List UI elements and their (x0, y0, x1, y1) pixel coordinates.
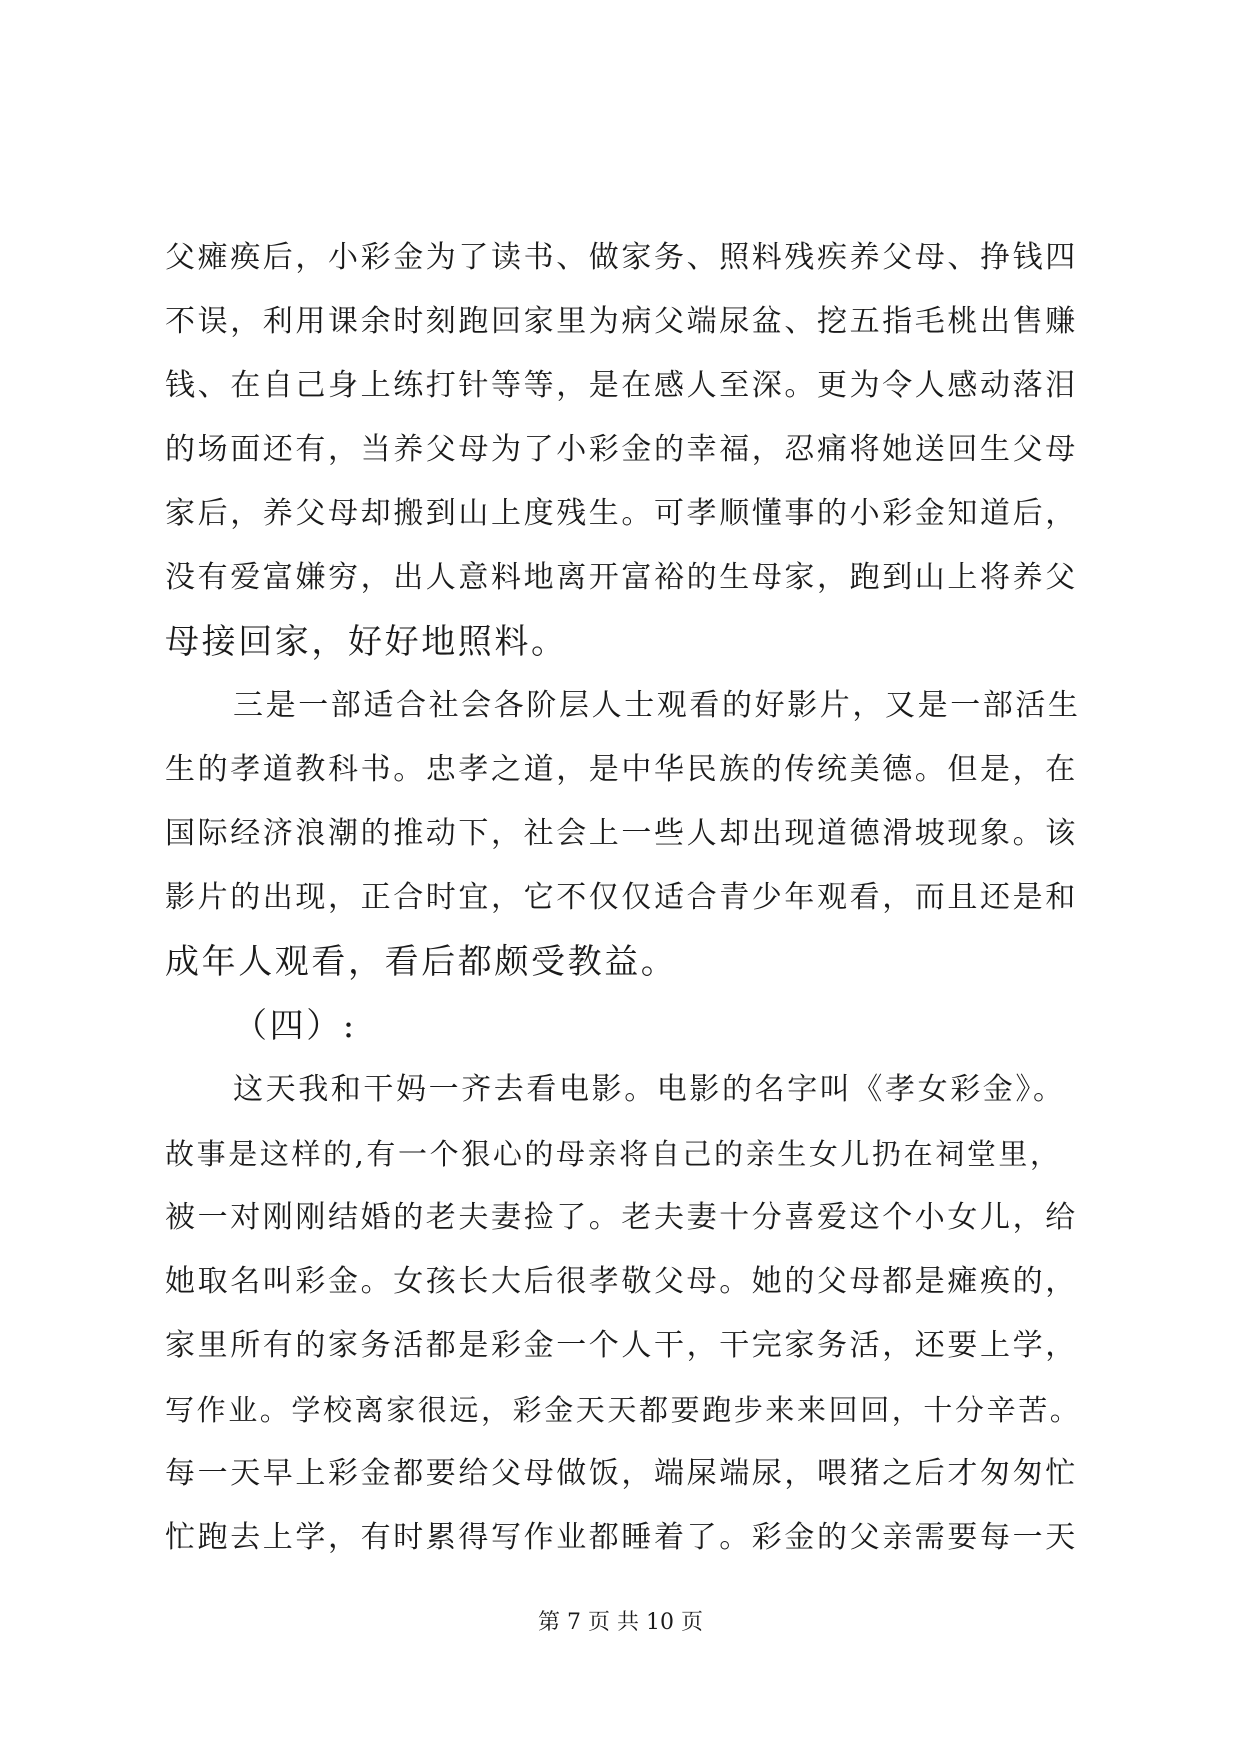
text-line-14: 这天我和干妈一齐去看电影。电影的名字叫《孝女彩金》。 (233, 1072, 1066, 1107)
text-line-20: 每一天早上彩金都要给父母做饭，端屎端尿，喂猪之后才匆匆忙 (165, 1456, 1078, 1491)
text-line-3: 钱、在自己身上练打针等等，是在感人至深。更为令人感动落泪 (165, 368, 1078, 403)
text-line-17: 她取名叫彩金。女孩长大后很孝敬父母。她的父母都是瘫痪的， (165, 1264, 1078, 1299)
text-line-18: 家里所有的家务活都是彩金一个人干，干完家务活，还要上学， (165, 1328, 1078, 1363)
section-heading: （四）: (233, 1006, 357, 1046)
text-line-11: 影片的出现，正合时宜，它不仅仅适合青少年观看，而且还是和 (165, 880, 1078, 915)
text-line-16: 被一对刚刚结婚的老夫妻捡了。老夫妻十分喜爱这个小女儿，给 (165, 1200, 1078, 1235)
page-number-footer: 第 7 页 共 10 页 (538, 1610, 703, 1635)
text-line-6: 没有爱富嫌穷，出人意料地离开富裕的生母家，跑到山上将养父 (165, 560, 1078, 595)
text-line-19: 写作业。学校离家很远，彩金天天都要跑步来来回回，十分辛苦。 (165, 1393, 1082, 1427)
text-line-8: 三是一部适合社会各阶层人士观看的好影片，又是一部活生 (233, 688, 1081, 723)
text-line-4: 的场面还有，当养父母为了小彩金的幸福，忍痛将她送回生父母 (165, 432, 1078, 467)
document-body (165, 226, 1085, 1570)
text-line-12: 成年人观看，看后都颇受教益。 (165, 942, 678, 982)
text-line-5: 家后，养父母却搬到山上度残生。可孝顺懂事的小彩金知道后， (165, 496, 1078, 531)
text-line-1: 父瘫痪后，小彩金为了读书、做家务、照料残疾养父母、挣钱四 (165, 240, 1078, 275)
text-line-15: 故事是这样的,有一个狠心的母亲将自己的亲生女儿扔在祠堂里， (165, 1137, 1062, 1171)
text-line-21: 忙跑去上学，有时累得写作业都睡着了。彩金的父亲需要每一天 (165, 1520, 1078, 1555)
text-line-9: 生的孝道教科书。忠孝之道，是中华民族的传统美德。但是，在 (165, 752, 1078, 787)
text-line-7: 母接回家，好好地照料。 (165, 622, 568, 662)
text-line-10: 国际经济浪潮的推动下，社会上一些人却出现道德滑坡现象。该 (165, 816, 1078, 851)
text-line-2: 不误，利用课余时刻跑回家里为病父端尿盆、挖五指毛桃出售赚 (165, 304, 1078, 339)
